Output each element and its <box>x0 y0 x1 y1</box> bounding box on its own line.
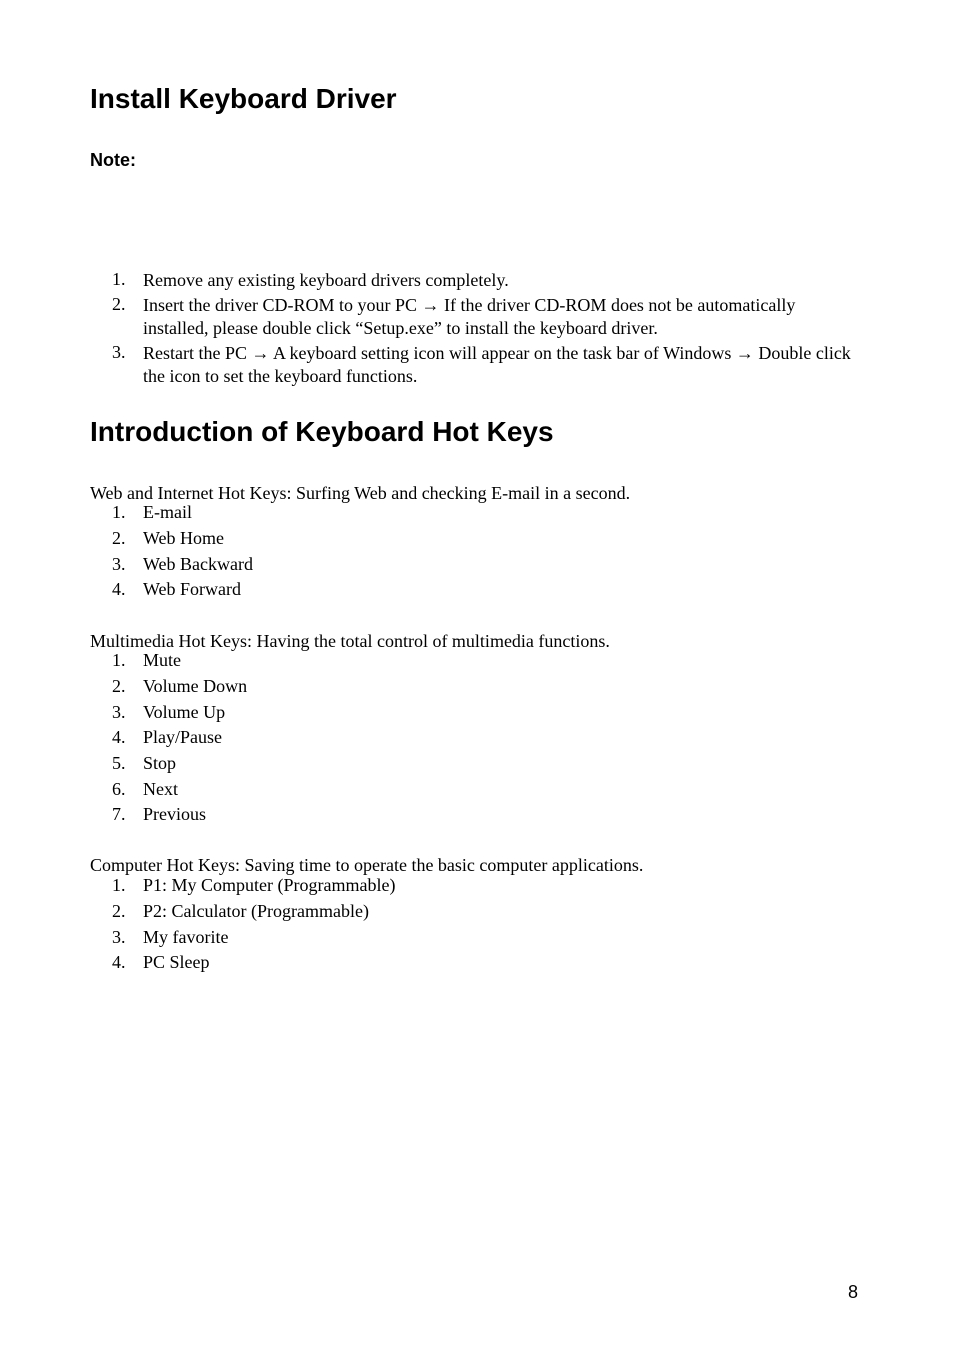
list-number: 1. <box>112 875 126 895</box>
computer-hotkeys-intro: Computer Hot Keys: Saving time to operate the basic computer applications. <box>90 855 644 875</box>
hotkeys-heading: Introduction of Keyboard Hot Keys <box>90 416 554 447</box>
list-text: Stop <box>143 753 177 773</box>
list-number: 2. <box>112 901 126 921</box>
list-text: Previous <box>143 804 206 824</box>
list-text: Next <box>143 779 178 799</box>
note-label: Note: <box>90 150 136 170</box>
list-text: Restart the PC → A keyboard setting icon will appear on the task bar of Windows → Double click the icon to set the keyboard functions. <box>143 343 851 386</box>
list-number: 1. <box>112 269 126 289</box>
list-number: 5. <box>112 753 126 773</box>
multimedia-hotkeys-intro: Multimedia Hot Keys: Having the total control of multimedia functions. <box>90 631 610 651</box>
list-text: E-mail <box>143 502 192 522</box>
list-number: 3. <box>112 702 126 722</box>
list-text: Web Home <box>143 528 225 548</box>
page-number: 8 <box>848 1282 859 1302</box>
list-text: P1: My Computer (Programmable) <box>143 875 396 895</box>
list-number: 3. <box>112 554 126 574</box>
list-text: P2: Calculator (Programmable) <box>143 901 369 921</box>
list-number: 2. <box>112 294 126 314</box>
list-text: Mute <box>143 650 181 670</box>
list-text: Insert the driver CD-ROM to your PC → If the driver CD-ROM does not be automatically installed, please double click “Setup.exe” to install the keyboard driver. <box>143 295 796 338</box>
list-text: My favorite <box>143 927 229 947</box>
list-number: 1. <box>112 650 126 670</box>
list-number: 7. <box>112 804 126 824</box>
list-text: PC Sleep <box>143 952 210 972</box>
list-number: 3. <box>112 927 126 947</box>
list-text: Play/Pause <box>143 727 222 747</box>
list-number: 4. <box>112 952 126 972</box>
list-number: 4. <box>112 579 126 599</box>
list-text: Web Forward <box>143 579 242 599</box>
list-text: Volume Down <box>143 676 248 696</box>
list-number: 6. <box>112 779 126 799</box>
web-hotkeys-intro: Web and Internet Hot Keys: Surfing Web and checking E-mail in a second. <box>90 483 631 503</box>
list-number: 1. <box>112 502 126 522</box>
list-text: Remove any existing keyboard drivers completely. <box>143 270 509 290</box>
list-text: Web Backward <box>143 554 254 574</box>
list-number: 4. <box>112 727 126 747</box>
install-heading: Install Keyboard Driver <box>90 83 397 114</box>
list-text: Volume Up <box>143 702 226 722</box>
list-number: 3. <box>112 342 126 362</box>
list-number: 2. <box>112 676 126 696</box>
list-number: 2. <box>112 528 126 548</box>
